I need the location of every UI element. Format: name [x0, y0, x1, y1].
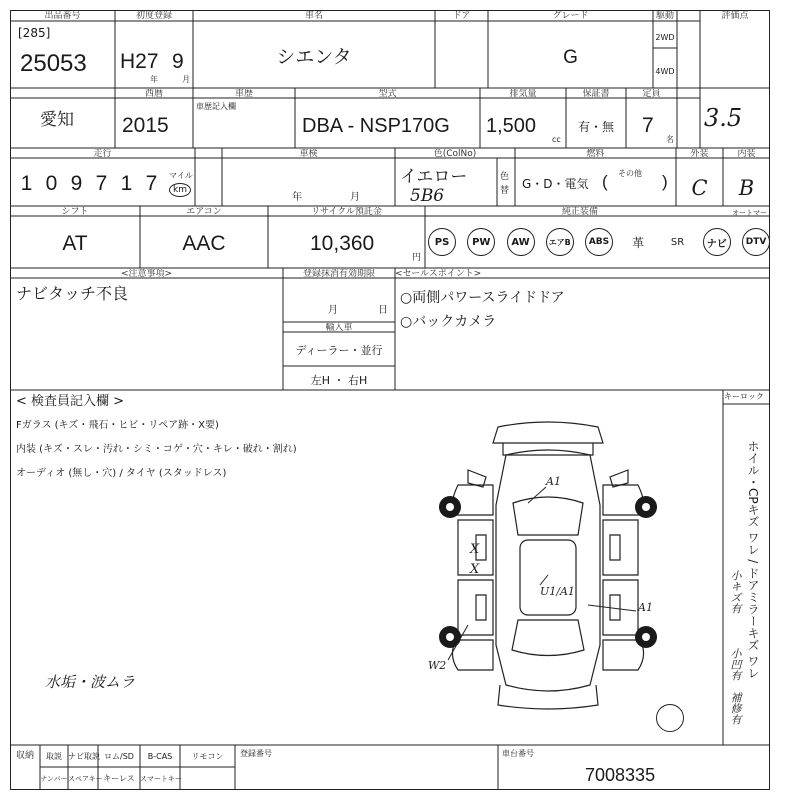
drive-4wd: 4WD — [655, 67, 675, 76]
score-value: 3.5 — [704, 104, 743, 132]
mileage-unit-mile: マイル — [169, 171, 193, 180]
damage-mark: X — [470, 562, 480, 577]
shift-label: シフト — [61, 207, 89, 217]
color-value: イエロー — [400, 167, 468, 186]
damage-mark: U1/A1 — [540, 585, 575, 598]
equipment-list — [428, 228, 770, 256]
lot-prefix: [285] — [18, 26, 51, 40]
year-label: 西暦 — [144, 89, 163, 99]
lot-number: 25053 — [20, 50, 87, 77]
mileage-digit: 7 — [145, 172, 158, 195]
mileage-digit: 7 — [95, 172, 108, 195]
damage-mark: A1 — [546, 475, 561, 488]
footer-item-keyless: キーレス — [103, 774, 135, 783]
sales-label: <セールスポイント> — [395, 269, 482, 279]
footer-item-bcas: B-CAS — [147, 752, 173, 761]
mileage-unit-km: km — [169, 183, 191, 197]
inspection-month: 月 — [350, 192, 360, 203]
drive-2wd: 2WD — [655, 33, 675, 42]
footer-item-manual: 取説 — [46, 752, 62, 761]
interior-label: 内装 — [737, 149, 756, 159]
auction-sheet — [10, 10, 770, 790]
right-note-3: 補修有 — [729, 692, 742, 725]
history-label: 車歴 — [234, 89, 253, 99]
displacement-value: 1,500 — [486, 115, 537, 137]
equipment-pw: PW — [467, 228, 495, 256]
recycle-value: 10,360 — [310, 232, 375, 255]
shift-value: AT — [62, 232, 88, 255]
audio-tire-line: オーディオ (無し・穴) / タイヤ (スタッドレス) — [16, 468, 227, 479]
footer-item-smart-key: スマートキー — [140, 775, 182, 783]
reg-deadline-label: 登録抹消有効期限 — [302, 269, 375, 279]
year-unit: 年 — [150, 75, 158, 84]
equipment-abs: ABS — [585, 228, 613, 256]
caution-label: <注意事項> — [120, 269, 173, 279]
sales-point-2: ○バックカメラ — [400, 314, 497, 330]
month-unit: 月 — [182, 75, 190, 84]
right-column-text: ホイル・CPキズ ワレ / ドアミラーキズ ワレ — [746, 440, 760, 679]
reg-month: 月 — [328, 305, 338, 316]
damage-mark: X — [470, 542, 480, 557]
fuel-bracket-close: ) — [662, 172, 668, 191]
footer-item-remote: リモコン — [191, 752, 224, 761]
import-label: 輸入車 — [325, 323, 353, 333]
first-reg-era: H27 — [120, 50, 159, 73]
exterior-grade: C — [691, 176, 708, 200]
car-name: シエンタ — [276, 47, 352, 68]
color-label: 色(ColNo) — [433, 149, 477, 159]
fuel-other: その他 — [618, 169, 642, 178]
warranty-value: 有・無 — [577, 120, 614, 134]
lot-number-label: 出品番号 — [44, 11, 81, 21]
equipment-navi: ナビ — [703, 228, 731, 256]
mileage-digit: 1 — [120, 172, 133, 195]
equipment-ps: PS — [428, 228, 456, 256]
equipment-corner: オートマー — [732, 209, 767, 217]
mileage-digit: 1 — [20, 172, 33, 195]
drive-label: 駆動 — [655, 11, 674, 21]
first-registration-label: 初度登録 — [135, 11, 172, 21]
chassis-label: 車台番号 — [502, 749, 534, 758]
warranty-label: 保証書 — [582, 89, 610, 99]
import-value: ディーラー・並行 — [295, 344, 383, 357]
interior-line: 内装 (キズ・スレ・汚れ・シミ・コゲ・穴・キレ・破れ・割れ) — [16, 444, 297, 455]
interior-grade: B — [738, 176, 755, 200]
equipment-label: 純正装備 — [561, 207, 598, 217]
capacity-label: 定員 — [642, 89, 661, 99]
inspection-title: < 検査員記入欄 > — [16, 394, 125, 409]
year-value: 2015 — [122, 114, 169, 137]
ac-value: AAC — [182, 232, 226, 255]
recycle-unit: 円 — [412, 253, 422, 263]
equipment-dtv: DTV — [742, 228, 770, 256]
inspection-year: 年 — [292, 192, 302, 203]
chassis-number: 7008335 — [585, 765, 656, 785]
mileage-digits — [14, 172, 164, 196]
equipment-aw: AW — [507, 228, 535, 256]
mileage-label: 走行 — [93, 149, 112, 159]
mileage-digit: 0 — [45, 172, 58, 195]
fuel-label: 燃料 — [586, 149, 605, 159]
capacity-value: 7 — [642, 114, 654, 137]
exterior-label: 外装 — [690, 149, 709, 159]
footer-item-spare-key: スペアキー — [68, 775, 103, 783]
location: 愛知 — [40, 110, 74, 129]
color-code: 5B6 — [410, 186, 445, 206]
sales-point-1: ○両側パワースライドドア — [400, 290, 565, 306]
car-name-label: 車名 — [304, 11, 323, 21]
handwritten-note: 水垢・波ムラ — [45, 673, 136, 691]
equipment-leather: 革 — [632, 235, 645, 250]
footer-item-rom: ロム/SD — [104, 752, 134, 761]
reg-day: 日 — [378, 305, 388, 316]
history-note: 車歴記入欄 — [196, 102, 236, 111]
reg-number-label: 登録番号 — [240, 749, 272, 758]
door-label: ドア — [452, 11, 471, 21]
damage-mark: W2 — [428, 659, 447, 672]
grade-value: G — [563, 47, 578, 68]
key-lock-label: キーロック — [724, 392, 764, 401]
ac-label: エアコン — [186, 207, 222, 217]
first-reg-month: 9 — [172, 50, 184, 73]
equipment-airbag: エアB — [546, 228, 574, 256]
damage-mark: A1 — [638, 601, 653, 614]
fuel-value: G・D・電気 — [522, 177, 589, 191]
caution-text: ナビタッチ不良 — [16, 286, 129, 303]
grade-label: グレード — [552, 11, 589, 21]
cc-unit: cc — [552, 135, 561, 144]
fuel-bracket-open: ( — [602, 172, 608, 191]
handle-value: 左H ・ 右H — [310, 374, 368, 387]
color-change-label: 色替 — [500, 172, 510, 196]
score-label: 評価点 — [721, 11, 749, 21]
footer-item-navi-manual: ナビ取説 — [68, 752, 100, 761]
glass-line: Fガラス (キズ・飛石・ヒビ・リペア跡・X要) — [16, 420, 219, 431]
equipment-sunroof: SR — [670, 236, 685, 248]
collect-label: 収納 — [16, 751, 35, 761]
inspection-label: 車検 — [299, 149, 318, 159]
mileage-digit: 9 — [70, 172, 83, 195]
photo-marker-circle — [656, 704, 684, 732]
capacity-unit: 名 — [666, 135, 674, 144]
car-damage-diagram — [428, 415, 668, 715]
displacement-label: 排気量 — [509, 89, 537, 99]
footer-item-plate: ナンバー — [40, 775, 68, 783]
model-label: 型式 — [378, 89, 397, 99]
right-note-2: 小凹有 — [729, 648, 742, 681]
right-note-1: 小キズ有 — [729, 570, 742, 614]
model-value: DBA - NSP170G — [302, 115, 450, 137]
recycle-label: リサイクル預託金 — [311, 207, 382, 217]
